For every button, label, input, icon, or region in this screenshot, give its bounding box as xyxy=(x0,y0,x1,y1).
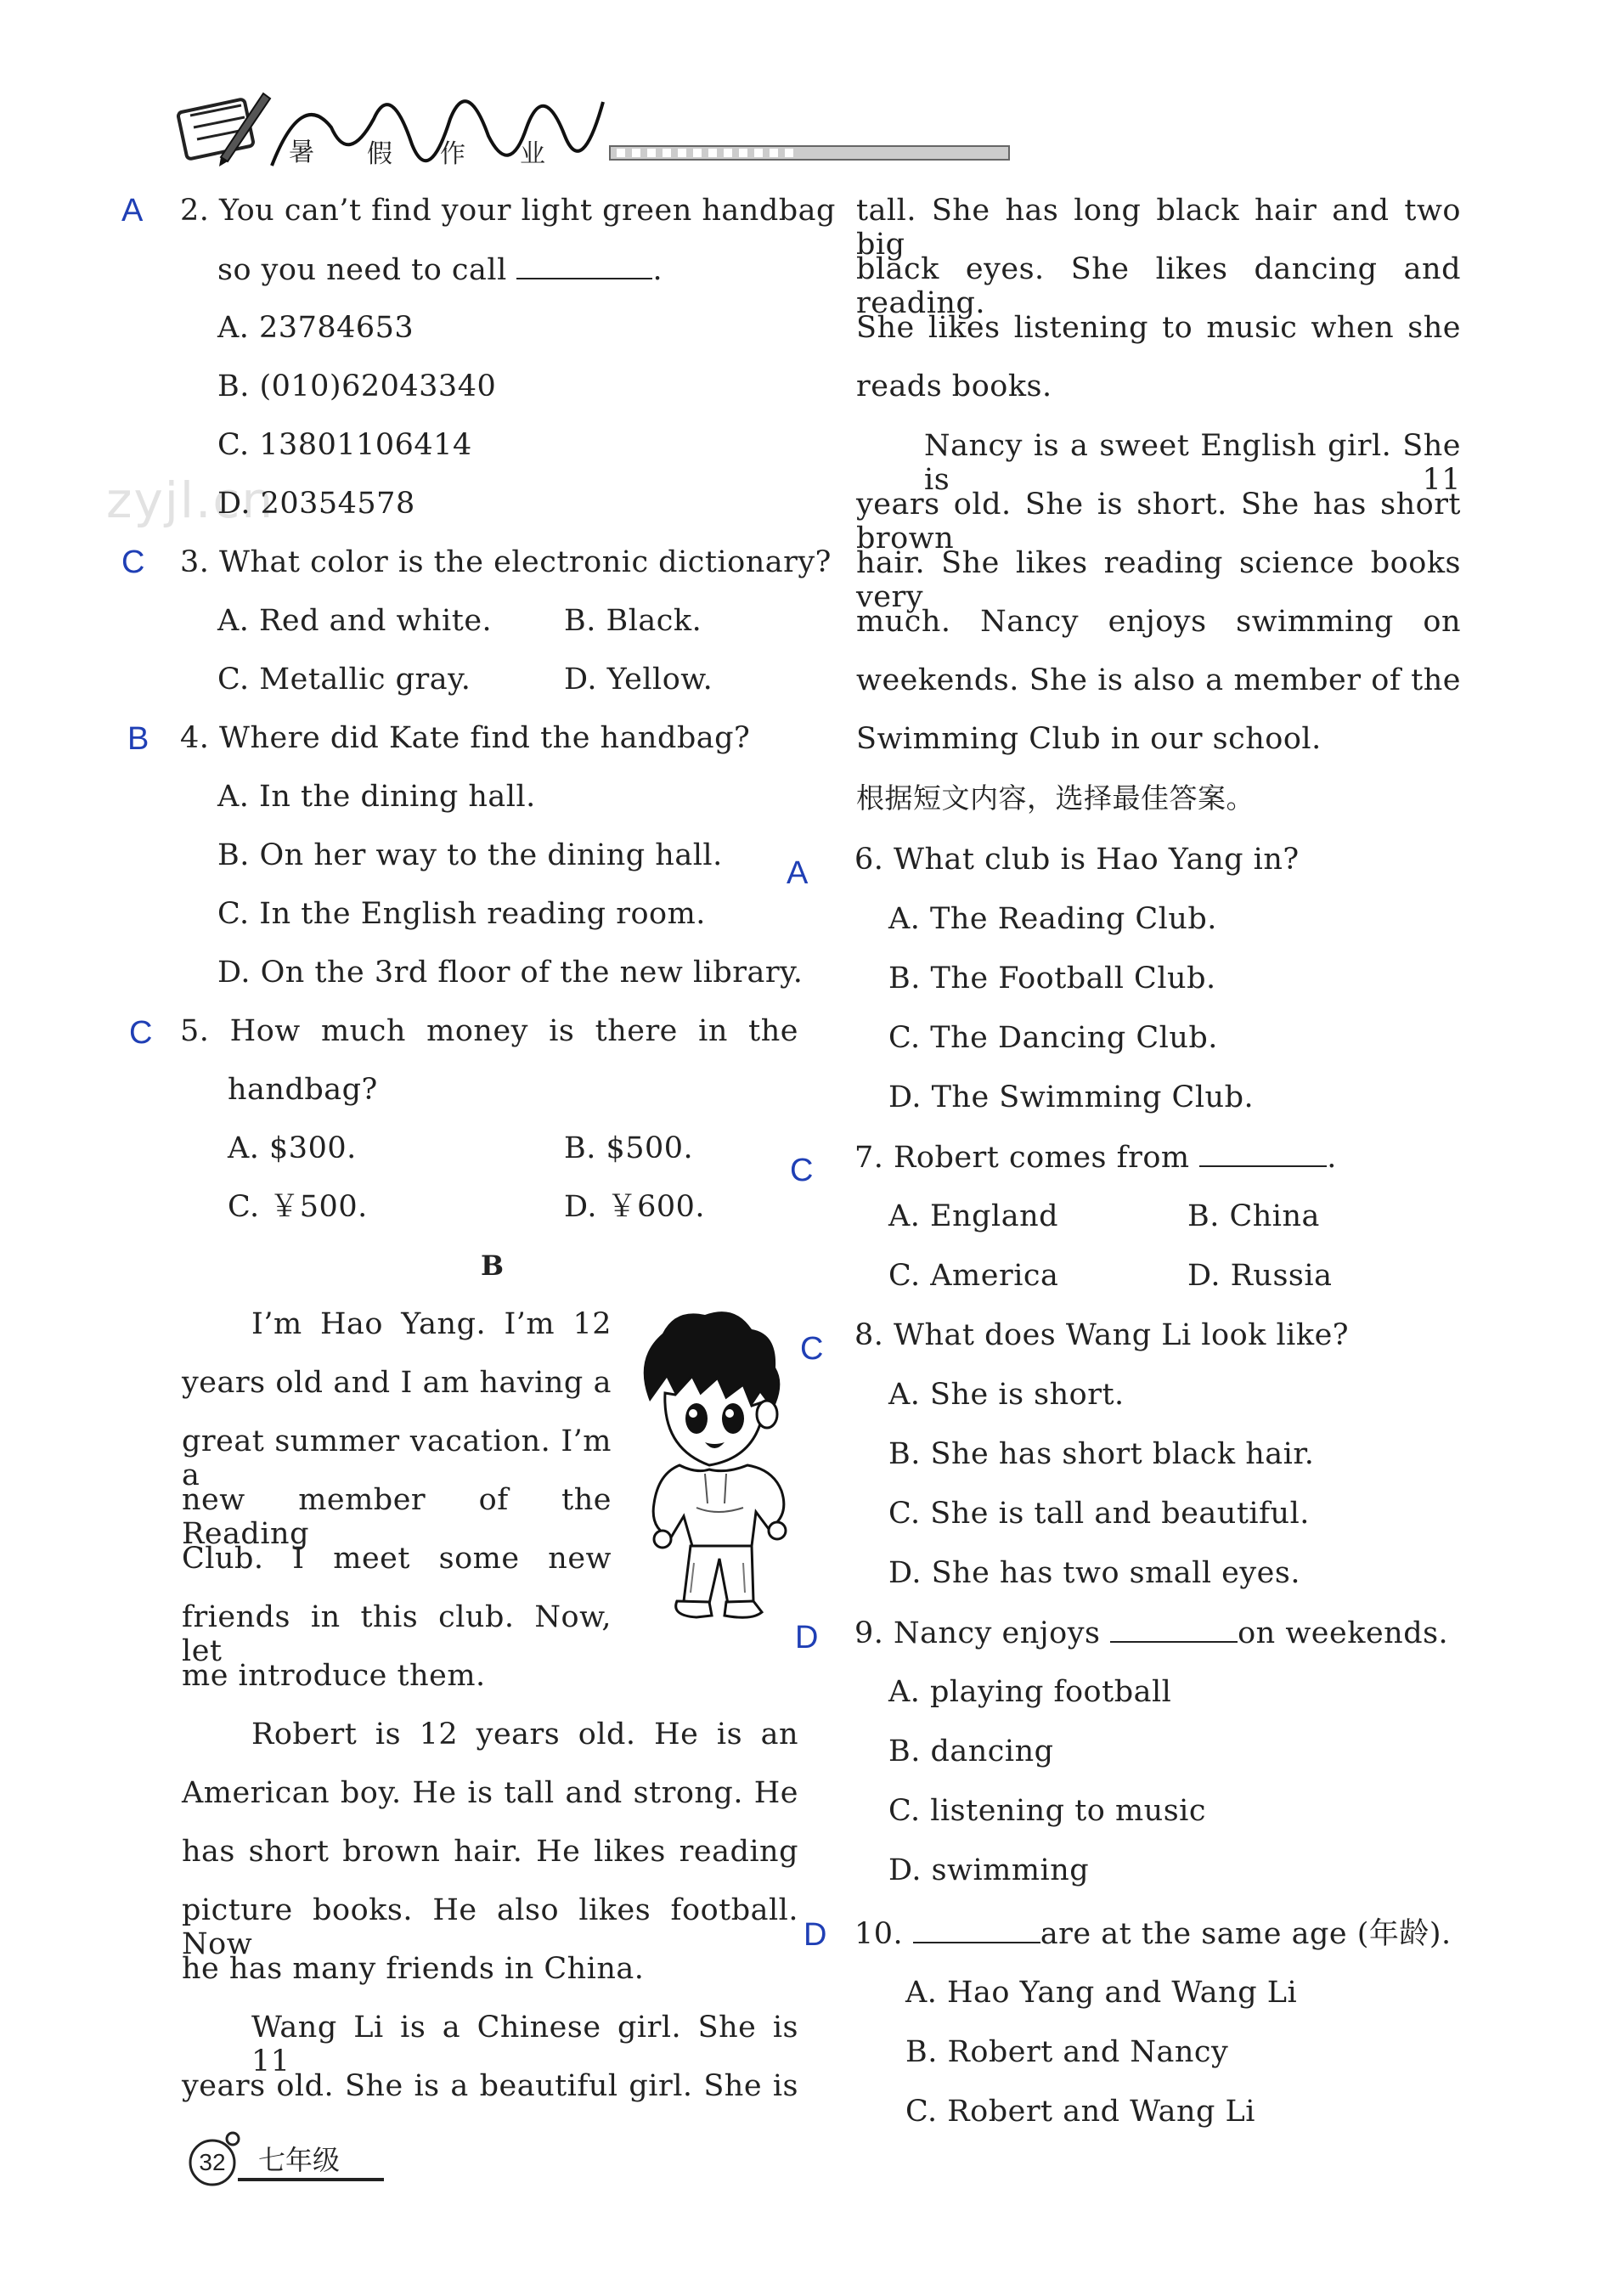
answer-q2: A xyxy=(121,193,144,228)
passage-line: Swimming Club in our school. xyxy=(856,722,1322,756)
passage-line: black eyes. She likes dancing and reading. xyxy=(856,252,1461,320)
answer-q4: B xyxy=(127,721,149,757)
q6-option-c: C. The Dancing Club. xyxy=(888,1021,1218,1055)
q7-option-a: A. England xyxy=(888,1199,1059,1233)
q2-blank xyxy=(516,252,652,279)
q6-option-d: D. The Swimming Club. xyxy=(888,1080,1255,1114)
passage-line: picture books. He also likes football. Now xyxy=(182,1893,798,1961)
passage-line: years old and I am having a xyxy=(182,1366,612,1400)
header-char-1: 暑 xyxy=(289,138,314,167)
q2-option-c: C. 13801106414 xyxy=(217,428,472,462)
footer-rule xyxy=(238,2178,384,2181)
q9-stem-end: on weekends. xyxy=(1238,1616,1449,1650)
q2-stem-end: . xyxy=(652,253,663,287)
page-footer xyxy=(178,2129,399,2188)
answer-q10: D xyxy=(804,1917,827,1953)
q4-stem: 4. Where did Kate find the handbag? xyxy=(180,721,751,755)
q7-option-b: B. China xyxy=(1187,1199,1320,1233)
q9-blank xyxy=(1110,1616,1238,1643)
q3-option-d: D. Yellow. xyxy=(564,663,713,697)
q10-blank xyxy=(913,1916,1040,1943)
q5-option-c: C. ￥500. xyxy=(228,1190,368,1224)
q9-option-a: A. playing football xyxy=(888,1675,1172,1709)
q10-stem-num: 10. xyxy=(854,1917,904,1951)
passage-line: Club. I meet some new xyxy=(182,1542,612,1576)
q7-option-d: D. Russia xyxy=(1187,1259,1333,1293)
answer-q7: C xyxy=(790,1153,814,1188)
q3-option-c: C. Metallic gray. xyxy=(217,663,471,697)
answer-q9: D xyxy=(795,1620,819,1655)
q9-option-b: B. dancing xyxy=(888,1734,1054,1768)
q2-option-a: A. 23784653 xyxy=(217,311,414,345)
q10-stem xyxy=(854,1916,1452,1951)
passage-line: hair. She likes reading science books very xyxy=(856,546,1461,614)
passage-line: years old. She is short. She has short brown xyxy=(856,488,1461,556)
passage-line: Nancy is a sweet English girl. She is 11 xyxy=(924,429,1461,497)
q5-stem-line2: handbag? xyxy=(228,1073,378,1107)
header-char-2: 假 xyxy=(367,139,392,169)
q3-option-b: B. Black. xyxy=(564,604,702,638)
q4-option-d: D. On the 3rd floor of the new library. xyxy=(217,956,804,990)
grade-label: 七年级 xyxy=(258,2144,341,2176)
passage-line: me introduce them. xyxy=(182,1659,486,1693)
cartoon-boy-illustration xyxy=(624,1300,803,1622)
q6-stem: 6. What club is Hao Yang in? xyxy=(854,843,1300,877)
passage-line: I’m Hao Yang. I’m 12 xyxy=(251,1307,612,1341)
q5-stem-line1: 5. How much money is there in the xyxy=(180,1014,798,1048)
q5-option-a: A. $300. xyxy=(228,1131,357,1165)
q5-option-b: B. $500. xyxy=(564,1131,694,1165)
passage-line: Wang Li is a Chinese girl. She is 11 xyxy=(251,2011,798,2078)
page-header xyxy=(170,85,1019,170)
header-char-4: 业 xyxy=(520,139,545,169)
q4-option-b: B. On her way to the dining hall. xyxy=(217,838,723,872)
q4-option-a: A. In the dining hall. xyxy=(217,780,536,814)
passage-line: She likes listening to music when she xyxy=(856,311,1461,345)
instruction-text: 根据短文内容，选择最佳答案。 xyxy=(856,781,1255,815)
passage-line: new member of the Reading xyxy=(182,1483,612,1551)
q7-blank xyxy=(1199,1140,1327,1167)
q9-option-c: C. listening to music xyxy=(888,1794,1206,1828)
q10-option-b: B. Robert and Nancy xyxy=(905,2035,1229,2069)
q2-stem-text: so you need to call xyxy=(217,253,507,287)
passage-line: friends in this club. Now, let xyxy=(182,1600,612,1668)
page-number: 32 xyxy=(199,2149,226,2175)
q8-stem: 8. What does Wang Li look like? xyxy=(854,1318,1350,1352)
passage-line: has short brown hair. He likes reading xyxy=(182,1835,798,1869)
q10-option-a: A. Hao Yang and Wang Li xyxy=(905,1976,1298,2010)
passage-line: American boy. He is tall and strong. He xyxy=(182,1776,798,1810)
q10-option-c: C. Robert and Wang Li xyxy=(905,2095,1255,2129)
q2-stem-line2 xyxy=(217,252,663,287)
q10-stem-text: are at the same age (年龄). xyxy=(1040,1917,1452,1951)
watermark: zyjl.cn xyxy=(106,471,275,529)
answer-q5: C xyxy=(129,1015,153,1051)
passage-line: reads books. xyxy=(856,369,1052,403)
section-b-heading: B xyxy=(481,1249,505,1282)
passage-line: great summer vacation. I’m a xyxy=(182,1424,612,1492)
answer-q6: A xyxy=(787,855,809,891)
q6-option-a: A. The Reading Club. xyxy=(888,902,1217,936)
q3-option-a: A. Red and white. xyxy=(217,604,493,638)
q7-stem xyxy=(854,1140,1337,1175)
passage-line: years old. She is a beautiful girl. She is xyxy=(182,2069,798,2103)
q8-option-b: B. She has short black hair. xyxy=(888,1437,1315,1471)
passage-line: much. Nancy enjoys swimming on xyxy=(856,605,1461,639)
q2-stem-line1: 2. You can’t find your light green handbag xyxy=(180,194,836,228)
q6-option-b: B. The Football Club. xyxy=(888,962,1216,995)
q5-option-d: D. ￥600. xyxy=(564,1190,705,1224)
passage-line: tall. She has long black hair and two big xyxy=(856,194,1461,262)
q7-stem-end: . xyxy=(1327,1141,1337,1175)
q7-option-c: C. America xyxy=(888,1259,1059,1293)
q2-option-b: B. (010)62043340 xyxy=(217,369,497,403)
q9-option-d: D. swimming xyxy=(888,1853,1090,1887)
q8-option-a: A. She is short. xyxy=(888,1378,1125,1412)
passage-line: Robert is 12 years old. He is an xyxy=(251,1717,798,1751)
q8-option-c: C. She is tall and beautiful. xyxy=(888,1497,1310,1531)
q4-option-c: C. In the English reading room. xyxy=(217,897,706,931)
header-char-3: 作 xyxy=(440,139,465,169)
q9-stem xyxy=(854,1616,1448,1650)
q7-stem-text: 7. Robert comes from xyxy=(854,1141,1190,1175)
answer-q8: C xyxy=(800,1331,824,1367)
passage-line: he has many friends in China. xyxy=(182,1952,645,1986)
passage-line: weekends. She is also a member of the xyxy=(856,663,1461,697)
q3-stem: 3. What color is the electronic dictionary? xyxy=(180,545,832,579)
answer-q3: C xyxy=(121,544,145,580)
q2-option-d: D. 20354578 xyxy=(217,487,415,521)
q8-option-d: D. She has two small eyes. xyxy=(888,1556,1300,1590)
q9-stem-text: 9. Nancy enjoys xyxy=(854,1616,1101,1650)
